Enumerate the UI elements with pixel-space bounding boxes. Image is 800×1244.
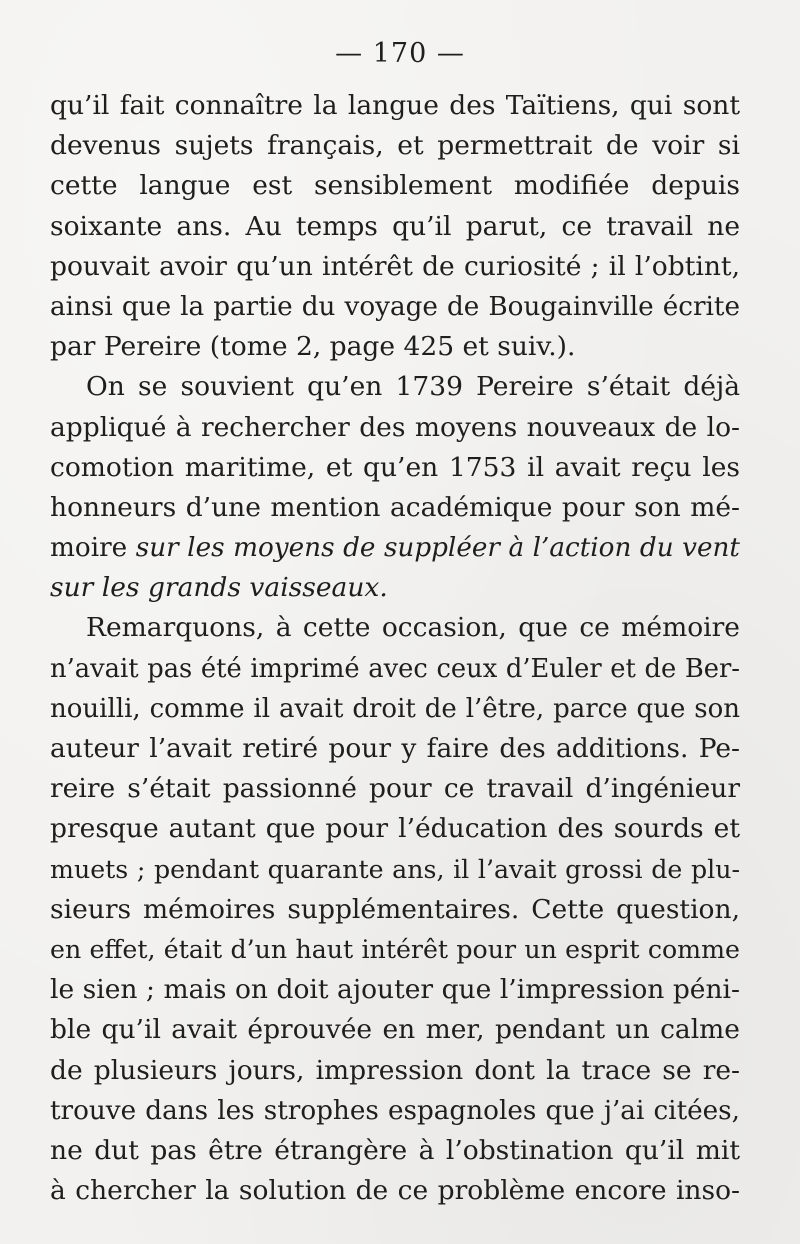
text-line-17: auteur l’avait retiré pour y faire des additions. Pe- (50, 733, 740, 764)
text-line-26: trouve dans les strophes espagnoles que j’ai citées, (50, 1095, 740, 1126)
text-line-15: n’avait pas été imprimé avec ceux d’Euler et de Ber- (50, 653, 740, 684)
text-line-16: nouilli, comme il avait droit de l’être, parce que son (50, 693, 740, 724)
text-line-8: On se souvient qu’en 1739 Pereire s’était déjà (86, 371, 740, 403)
text-line-7: par Pereire (tome 2, page 425 et suiv.). (50, 331, 576, 363)
text-line-18: reire s’était passionné pour ce travail d’ingénieur (50, 773, 740, 805)
text-line-20: muets ; pendant quarante ans, il l’avait grossi de plu- (50, 854, 740, 884)
memoir-title-part-1: sur les moyens de suppléer à l’action du vent (135, 533, 740, 564)
text-line-22: en effet, était d’un haut intérêt pour un esprit comme (50, 934, 740, 964)
text-line-12-roman: moire (50, 533, 128, 564)
memoir-title-part-2: sur les grands vaisseaux. (50, 572, 388, 604)
text-line-5: pouvait avoir qu’un intérêt de curiosité ; il l’obtint, (50, 250, 740, 282)
text-line-14: Remarquons, à cette occasion, que ce mémoire (86, 612, 740, 644)
text-line-11: honneurs d’une mention académique pour son mé- (50, 491, 740, 523)
text-line-6: ainsi que la partie du voyage de Bougainville écrite (50, 291, 740, 322)
text-line-25: de plusieurs jours, impression dont la trace se re- (50, 1054, 740, 1086)
text-line-3: cette langue est sensiblement modifiée depuis (50, 170, 740, 202)
text-line-24: ble qu’il avait éprouvée en mer, pendant un calme (50, 1014, 740, 1046)
text-line-28: à chercher la solution de ce problème encore inso- (50, 1175, 740, 1207)
text-line-2: devenus sujets français, et permettrait de voir si (50, 130, 740, 162)
body-text (50, 86, 740, 1211)
text-line-9: appliqué à rechercher des moyens nouveaux de lo- (50, 411, 740, 443)
text-line-27: ne dut pas être étrangère à l’obstination qu’il mit (50, 1134, 740, 1166)
text-line-10: comotion maritime, et qu’en 1753 il avait reçu les (50, 451, 740, 483)
text-line-19: presque autant que pour l’éducation des sourds et (50, 813, 740, 845)
text-line-4: soixante ans. Au temps qu’il parut, ce travail ne (50, 210, 740, 242)
text-line-1: qu’il fait connaître la langue des Taïtiens, qui sont (50, 90, 740, 121)
text-line-21: sieurs mémoires supplémentaires. Cette question, (50, 893, 740, 925)
page-number: — 170 — (335, 38, 465, 69)
text-line-23: le sien ; mais on doit ajouter que l’impression péni- (50, 974, 740, 1006)
text-line-12 (50, 528, 740, 568)
